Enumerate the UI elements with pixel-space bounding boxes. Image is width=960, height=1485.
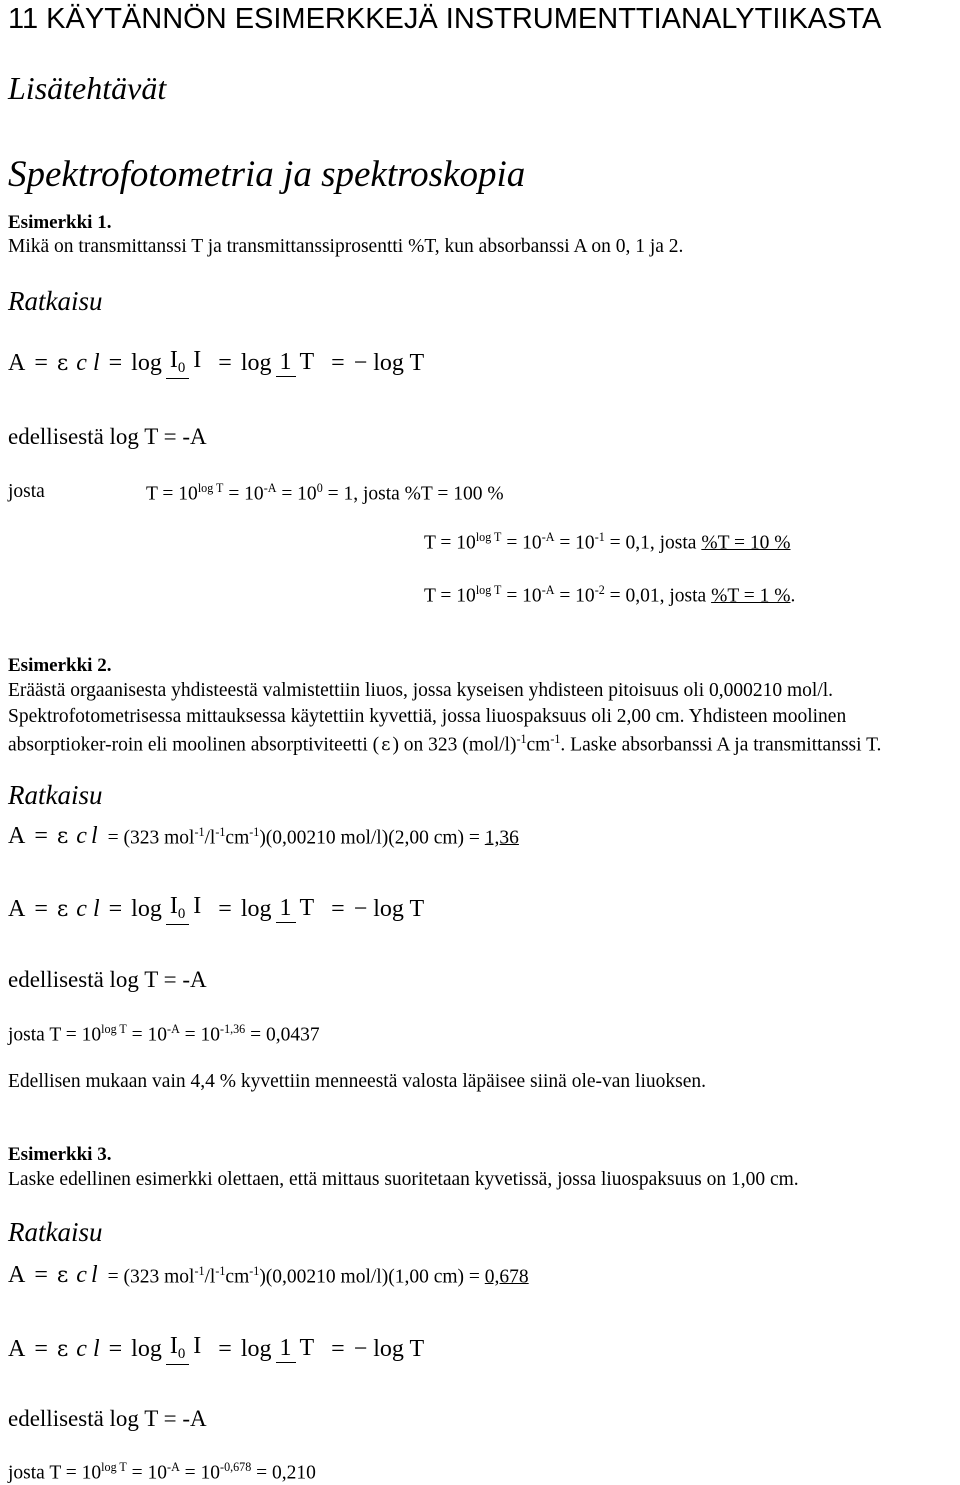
example-3-heading: Esimerkki 3. [8,1144,112,1165]
example-2-line-1: Eräästä orgaanisesta yhdisteestä valmistettiin liuos, jossa kyseisen yhdisteen pitoisuus oli 0,000210 mol/l. [8,680,834,701]
subtitle: Lisätehtävät [8,70,167,106]
previous-relation-2: edellisestä log T = -A [8,967,207,992]
example-2-conclusion: Edellisen mukaan vain 4,4 % kyvettiin menneestä valosta läpäisee siinä ole-van liuoksen. [8,1071,707,1092]
previous-relation-3: edellisestä log T = -A [8,1406,207,1431]
example-2-heading: Esimerkki 2. [8,655,112,676]
example-2-line-3: absorptioker-roin eli moolinen absorptiviteetti ( ε ) on 323 $(mol/l)^{-1}cm^{-1}$. Laske absorbanssi A ja transmittanssi T. [8,732,882,756]
transmittance-row-2: $T = 10^{log T} = 10^{-A} = 10^{-1} = 0,1$, josta %T = 10 % [424,530,791,554]
beer-lambert-formula-1: A = ε c l = log $I_0$ I = log 1 T = − log T [8,330,424,396]
absorbance-calc-2: A = ε c l = (323 $mol^{-1}/l^{-1}cm^{-1})(0,00210$ mol/l)(2,00 cm) = 1,36 [8,823,519,849]
example-1-question: Mikä on transmittanssi T ja transmittanssiprosentti %T, kun absorbanssi A on 0, 1 ja 2. [8,236,684,257]
transmittance-result-2: josta $T = 10^{log T} = 10^{-A} = 10^{-1,36} = 0,0437$ [8,1022,320,1046]
page-title: 11 KÄYTÄNNÖN ESIMERKKEJÄ INSTRUMENTTIANALYTIIKASTA [8,3,882,35]
transmittance-row-3: $T = 10^{log T} = 10^{-A} = 10^{-2} = 0,01$, josta %T = 1 %. [424,583,796,607]
transmittance-row-1: $T = 10^{log T} = 10^{-A} = 10^0 = 1$, josta %T = 100 % [146,481,504,505]
beer-lambert-formula-3: A = ε c l = log $I_0$ I = log 1 T = − log T [8,1316,424,1382]
josta-label-1: josta [8,481,45,502]
section-title: Spektrofotometria ja spektroskopia [8,154,526,195]
solution-heading-3: Ratkaisu [8,1217,103,1247]
absorbance-calc-3: A = ε c l = (323 $mol^{-1}/l^{-1}cm^{-1})(0,00210$ mol/l)(1,00 cm) = 0,678 [8,1262,529,1288]
example-1-heading: Esimerkki 1. [8,212,112,233]
solution-heading-2: Ratkaisu [8,780,103,810]
solution-heading-1: Ratkaisu [8,286,103,316]
beer-lambert-formula-2: A = ε c l = log $I_0$ I = log 1 T = − log T [8,876,424,942]
previous-relation-1: edellisestä log T = -A [8,424,207,449]
transmittance-result-3: josta $T = 10^{log T} = 10^{-A} = 10^{-0,678} = 0,210$ [8,1460,316,1484]
example-3-question: Laske edellinen esimerkki olettaen, että mittaus suoritetaan kyvetissä, jossa liuospaksuus on 1,00 cm. [8,1169,799,1190]
example-2-line-2: Spektrofotometrisessa mittauksessa käytettiin kyvettiä, jossa liuospaksuus oli 2,00 cm. Yhdisteen moolinen [8,706,847,727]
